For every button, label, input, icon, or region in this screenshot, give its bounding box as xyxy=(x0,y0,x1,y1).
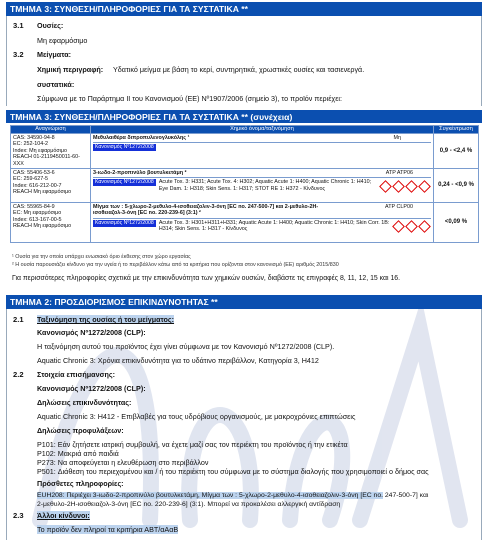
aquatic-classification: Aquatic Chronic 3: Χρόνια επικινδυνότητα για το υδάτινο περιβάλλον, Κατηγορία 3, H412 xyxy=(37,356,319,365)
component-name: Μίγμα των : 5-χλωρο-2-μεθυλο-4-ισοθειαζολιν-3-όνη [ΕC no. 247-500-7] και 2-μεθυλο-2Η-ισοθειαζολ-3-όνη [ΕC no. 220-239-6] (3:1) ² xyxy=(93,204,319,217)
section3-cont-header xyxy=(6,110,482,123)
ghs-skull-icon xyxy=(379,181,392,194)
p102: P102: Μακριά από παιδιά xyxy=(37,449,119,458)
s21-number: 2.1 xyxy=(13,315,24,324)
chem-desc-value: Υδατικό μείγμα με βάση το κερί, συντηρητικά, χρωστικές ουσίες και τασιενεργά. xyxy=(113,65,365,74)
regulation-tag: Κανονισμός Nº1272/2008 xyxy=(95,219,154,226)
hazard-classes: Acute Tox. 3: H331; Acute Tox. 4: H302; Aquatic Acute 1: H400; Aquatic Chronic 1: H410; Eye Dam. 1: H318; Skin Sens. 1: H317; STOT RE 1: H372 - Κίνδυνος xyxy=(158,179,372,192)
component-name-cell xyxy=(91,134,434,169)
ghs-environment-icon xyxy=(418,181,431,194)
components-text: Σύμφωνα με το Παράρτημα II του Κανονισμού (ΕΕ) Nº1907/2006 (σημείο 3), το προϊόν περιέχει: xyxy=(37,94,343,103)
euh208-rest: 247-500-7] και xyxy=(383,492,429,499)
s22-number: 2.2 xyxy=(13,370,24,379)
section3-cont-title: ΤΜΗΜΑ 3: ΣΥΝΘΕΣΗ/ΠΛΗΡΟΦΟΡΙΕΣ ΓΙΑ ΤΑ ΣΥΣΤΑΤΙΚΑ ** (συνέχεια) xyxy=(10,111,293,122)
component-ids: CAS: 34590-94-8 EC: 252-104-2 Index: Μη εφαρμόσιμο REACH 01-2119450011-60-XXX xyxy=(11,134,91,169)
precautionary-title: Δηλώσεις προφυλάξεων: xyxy=(37,426,124,435)
table-row xyxy=(11,134,479,169)
components-table xyxy=(10,125,479,243)
s23-number: 2.3 xyxy=(13,511,24,520)
component-name-cell xyxy=(91,169,434,203)
regulation-tag: Κανονισμός Nº1272/2008 xyxy=(95,144,154,151)
ghs-pictograms xyxy=(379,179,431,192)
s21-title: Ταξινόμηση της ουσίας ή του μείγματος: xyxy=(37,315,175,324)
s22-title: Στοιχεία επισήμανσης: xyxy=(37,370,116,379)
section3-body xyxy=(6,16,482,106)
footnote-1: ¹ Ουσία για την οποία υπάρχει ενωσιακό όριο έκθεσης στον χώρο εργασίας xyxy=(12,254,191,260)
component-atp: ATP ATP06 xyxy=(385,170,413,177)
table-row xyxy=(11,203,479,243)
components-label: συστατικά: xyxy=(37,80,75,89)
component-concentration: 0,24 - <0,9 % xyxy=(434,169,479,203)
section3-header xyxy=(6,2,482,16)
section2-header xyxy=(6,295,482,309)
hazard-statement: Aquatic Chronic 3: H412 - Επιβλαβές για τους υδρόβιους οργανισμούς, με μακροχρόνιες επιπτώσεις xyxy=(37,412,356,421)
s23-title: Άλλοι κίνδυνοι: xyxy=(37,511,90,520)
euh208-line-2: 2-μεθυλο-2Η-ισοθειαζολ-3-όνη [EC no. 220-239-6] (3:1). Μπορεί να προκαλέσει αλλεργική αντίδραση xyxy=(37,501,341,508)
component-name: 3-ιωδο-2-προπινύλο βουτυλκετάμη ² xyxy=(93,170,187,177)
p101: P101: Εάν ζητήσετε ιατρική συμβουλή, να έχετε μαζί σας τον περιέκτη του προϊόντος ή την ετικέτα xyxy=(37,440,348,449)
s31-title: Ουσίες: xyxy=(37,21,64,30)
s32-number: 3.2 xyxy=(13,50,24,59)
component-concentration: <0,09 % xyxy=(434,203,479,243)
ghs-pictograms xyxy=(392,220,431,233)
component-atp: ATP CLP00 xyxy=(385,204,413,211)
p501: P501: Διάθεση του περιεχομένου και / ή του περιέκτη του σύμφωνα με το σύστημα διαλογής που χρησιμοποιεί ο δήμος σας xyxy=(37,467,429,476)
s32-title: Μείγματα: xyxy=(37,50,72,59)
more-info: Για περισσότερες πληροφορίες σχετικά με την επικινδυνότητα των χημικών ουσιών, διαβάστε τις επιγραφές 8, 11, 12, 15 και 16. xyxy=(12,275,401,282)
section2-title: ΤΜΗΜΑ 2: ΠΡΟΣΔΙΟΡΙΣΜΟΣ ΕΠΙΚΙΝΔΥΝΟΤΗΤΑΣ ** xyxy=(10,297,218,307)
section2-body xyxy=(6,309,482,540)
section3-title: ΤΜΗΜΑ 3: ΣΥΝΘΕΣΗ/ΠΛΗΡΟΦΟΡΙΕΣ ΓΙΑ ΤΑ ΣΥΣΤΑΤΙΚΑ ** xyxy=(10,4,248,14)
chem-desc-label: Χημική περιγραφή: xyxy=(37,65,104,74)
hazard-statements-title: Δηλώσεις επικινδυνότητας: xyxy=(37,398,132,407)
component-ids: CAS: 55965-84-9 EC: Μη εφαρμόσιμο Index: 613-167-00-5 REACH Μη εφαρμόσιμο xyxy=(11,203,91,243)
ghs-corrosion-icon xyxy=(392,181,405,194)
component-concentration: 0,9 - <2,4 % xyxy=(434,134,479,169)
euh208-line-1 xyxy=(37,491,428,500)
regulation-tag: Κανονισμός Nº1272/2008 xyxy=(95,179,154,186)
col-header-chemical-name: Χημικό όνομα/ταξινόμηση xyxy=(91,126,434,134)
table-header-row xyxy=(11,126,479,134)
s31-text: Μη εφαρμόσιμο xyxy=(37,36,88,45)
ghs-skull-icon xyxy=(392,220,405,233)
reg2-title: Κανονισμός Nº1272/2008 (CLP): xyxy=(37,384,146,393)
component-name-cell xyxy=(91,203,434,243)
hazard-classes: Acute Tox. 3: H301+H311+H331; Aquatic Acute 1: H400; Aquatic Chronic 1: H410; Skin Corr. 1B: H314; Skin Sens. 1: H317 - Κίνδυνος xyxy=(158,219,390,233)
component-atp: Μη xyxy=(393,135,401,141)
component-name: Μεθυλαιθέρα διπροπυλενογλυκόλης ¹ xyxy=(93,135,190,141)
footnote-2: ² Η ουσία παρουσιάζει κίνδυνο για την υγεία ή το περιβάλλον κάτω από τα κριτήρια που ορίζονται στον κανονισμό (ΕΕ) αριθμός 2015/830 xyxy=(12,262,339,268)
s23-text: Το προϊόν δεν πληροί τα κριτήρια ΑΒΤ/αΑαΒ xyxy=(37,525,179,534)
ghs-environment-icon xyxy=(418,220,431,233)
col-header-identification: Αναγνώριση xyxy=(11,126,91,134)
col-header-concentration: Συγκέντρωση xyxy=(434,126,479,134)
reg1-text: Η ταξινόμηση αυτού του προϊόντος έχει γίνει σύμφωνα με τον Κανονισμό Nº1272/2008 (CLP). xyxy=(37,342,335,351)
ghs-health-hazard-icon xyxy=(405,181,418,194)
reg1-title: Κανονισμός Nº1272/2008 (CLP): xyxy=(37,328,146,337)
component-ids: CAS: 55406-53-6 EC: 259-627-5 Index: 616-212-00-7 REACH Μη εφαρμόσιμο xyxy=(11,169,91,203)
table-row xyxy=(11,169,479,203)
euh208-highlight: EUH208: Περιέχει 3-ιωδο-2-προπινύλο βουτυλκετάμη, Μίγμα των : 5-χλωρο-2-μεθυλο-4-ισοθειαζολιν-3-όνη [EC no. xyxy=(37,492,383,499)
extra-info-title: Πρόσθετες πληροφορίες: xyxy=(37,479,124,488)
s31-number: 3.1 xyxy=(13,21,24,30)
p273: P273: Να αποφεύγεται η ελευθέρωση στο περιβάλλον xyxy=(37,458,209,467)
sds-page xyxy=(6,0,482,540)
ghs-corrosion-icon xyxy=(405,220,418,233)
